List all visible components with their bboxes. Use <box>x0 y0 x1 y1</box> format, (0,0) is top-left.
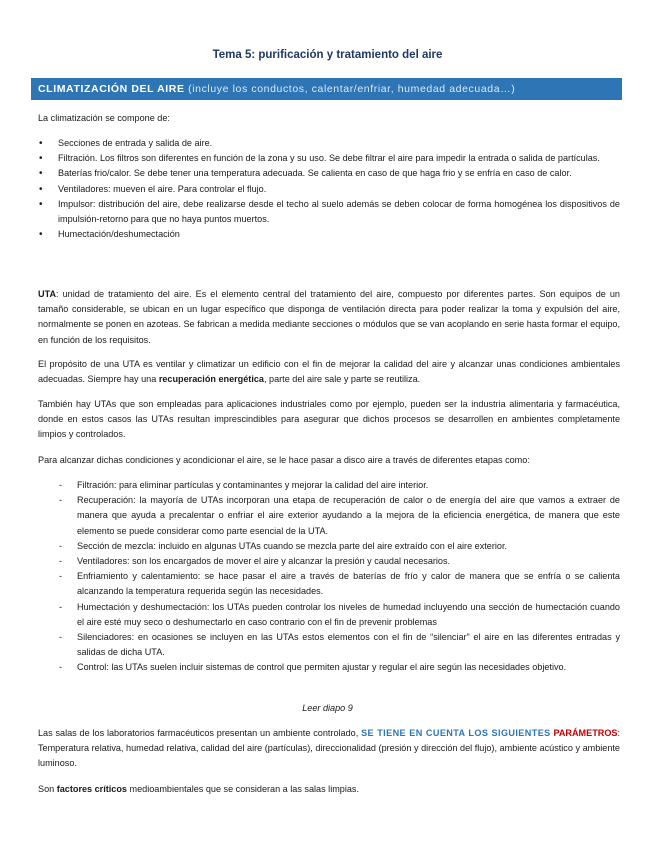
energy-recovery-term: recuperación energética <box>158 374 264 385</box>
stages-list <box>57 478 620 676</box>
banner-heading: CLIMATIZACIÓN DEL AIRE <box>38 83 185 95</box>
critical-text: Son <box>38 784 57 794</box>
section-banner <box>31 78 622 100</box>
labs-text: Las salas de los laboratorios farmacéuticos presentan un ambiente controlado, <box>38 728 362 738</box>
intro-text: La climatización se compone de: <box>38 113 170 123</box>
parameters-list-text: : Temperatura relativa, humedad relativa, calidad del aire (partículas), direccionalidad (presión y dirección del flujo), ambiente acústico y ambiente luminoso. <box>38 728 620 769</box>
stages-intro: Para alcanzar dichas condiciones y acondicionar el aire, se le hace pasar a disco aire a través de diferentes etapas como: <box>38 455 530 465</box>
list-item: - Control: las UTAs suelen incluir sistemas de control que permiten ajustar y regular el aire según las necesidades objetivo. <box>57 660 620 675</box>
industrial-paragraph: También hay UTAs que son empleadas para aplicaciones industriales como por ejemplo, pueden ser la industria alimentaria y farmacéutica, donde en estos casos las UTAs resultan imprescindibles para asegurar que dichos procesos se desarrollen en ambientes completamente limpios y controlados. <box>38 399 620 440</box>
critical-text-end: medioambientales que se consideran a las salas limpias. <box>126 784 359 794</box>
labs-paragraph <box>38 726 620 772</box>
list-item: - Sección de mezcla: incluido en algunas UTAs cuando se mezcla parte del aire extraído con el aire exterior. <box>57 539 620 554</box>
list-item: • Filtración. Los filtros son diferentes en función de la zona y su uso. Se debe filtrar el aire para impedir la entrada o salida de partículas. <box>38 151 620 166</box>
list-item: - Enfriamiento y calentamiento: se hace pasar el aire a través de baterías de frío y calor de manera que se enfría o se calienta alcanzando la temperatura requerida según las necesidades. <box>57 569 620 599</box>
list-item: - Ventiladores: son los encargados de mover el aire y alcanzar la presión y caudal necesarios. <box>57 554 620 569</box>
components-list <box>38 136 620 242</box>
list-item: • Humectación/deshumectación <box>38 227 620 242</box>
list-item: • Impulsor: distribución del aire, debe realizarse desde el techo al suelo además se deben colocar de forma homogénea los dispositivos de impulsión-retorno para que no haya puntos muertos. <box>38 197 620 227</box>
purpose-paragraph <box>38 357 620 387</box>
list-item: - Silenciadores: en ocasiones se incluyen en las UTAs estos elementos con el fin de “silenciar” el aire en las diferentes entradas y salidas de dicha UTA. <box>57 630 620 660</box>
list-item: - Filtración: para eliminar partículas y contaminantes y mejorar la calidad del aire interior. <box>57 478 620 493</box>
list-item: • Ventiladores: mueven el aire. Para controlar el flujo. <box>38 182 620 197</box>
list-item: • Secciones de entrada y salida de aire. <box>38 136 620 151</box>
slide-note: Leer diapo 9 <box>302 703 353 713</box>
parameters-highlight: SE TIENE EN CUENTA LOS SIGUIENTES <box>361 728 551 738</box>
purpose-text-end: , parte del aire sale y parte se reutiliza. <box>263 374 421 385</box>
uta-paragraph <box>38 287 620 348</box>
uta-definition: : unidad de tratamiento del aire. Es el elemento central del tratamiento del aire, compuesto por diferentes partes. Son equipos de un tamaño considerable, se ubican en un lugar específico que disponga de ventilación directa para poder realizar la toma y expulsión del aire, normalmente se ponen en azoteas. Se fabrican a medida mediante secciones o módulos que se van acoplando en serie hasta formar el equipo, en función de los requisitos. <box>38 289 620 345</box>
uta-term: UTA <box>38 289 57 299</box>
critical-paragraph <box>38 782 620 797</box>
parameters-term: PARÁMETROS <box>553 728 618 738</box>
list-item: - Recuperación: la mayoría de UTAs incorporan una etapa de recuperación de calor o de energía del aire que vamos a extraer de manera que ayuda a precalentar o enfriar el aire exterior ayudando a la mejora de la eficiencia energética, de manera que este elemento se puede considerar como parte esencial de la UTA. <box>57 493 620 539</box>
list-item: • Baterías frio/calor. Se debe tener una temperatura adecuada. Se calienta en caso de que haga frio y se enfría en caso de calor. <box>38 166 620 181</box>
critical-factors-term: factores críticos <box>56 784 127 794</box>
purpose-text: El propósito de una UTA es ventilar y climatizar un edificio con el fin de mejorar la calidad del aire y alcanzar unas condiciones ambientales adecuadas. Siempre hay una <box>38 359 620 385</box>
list-item: - Humectación y deshumectación: los UTAs pueden controlar los niveles de humedad incluyendo una sección de humectación cuando el aire esté muy seco o deshumectarlo en caso contrario con el fin de prevenir problemas <box>57 600 620 630</box>
banner-subtitle: (incluye los conductos, calentar/enfriar, humedad adecuada…) <box>184 83 516 95</box>
page-title: Tema 5: purificación y tratamiento del aire <box>212 49 443 61</box>
